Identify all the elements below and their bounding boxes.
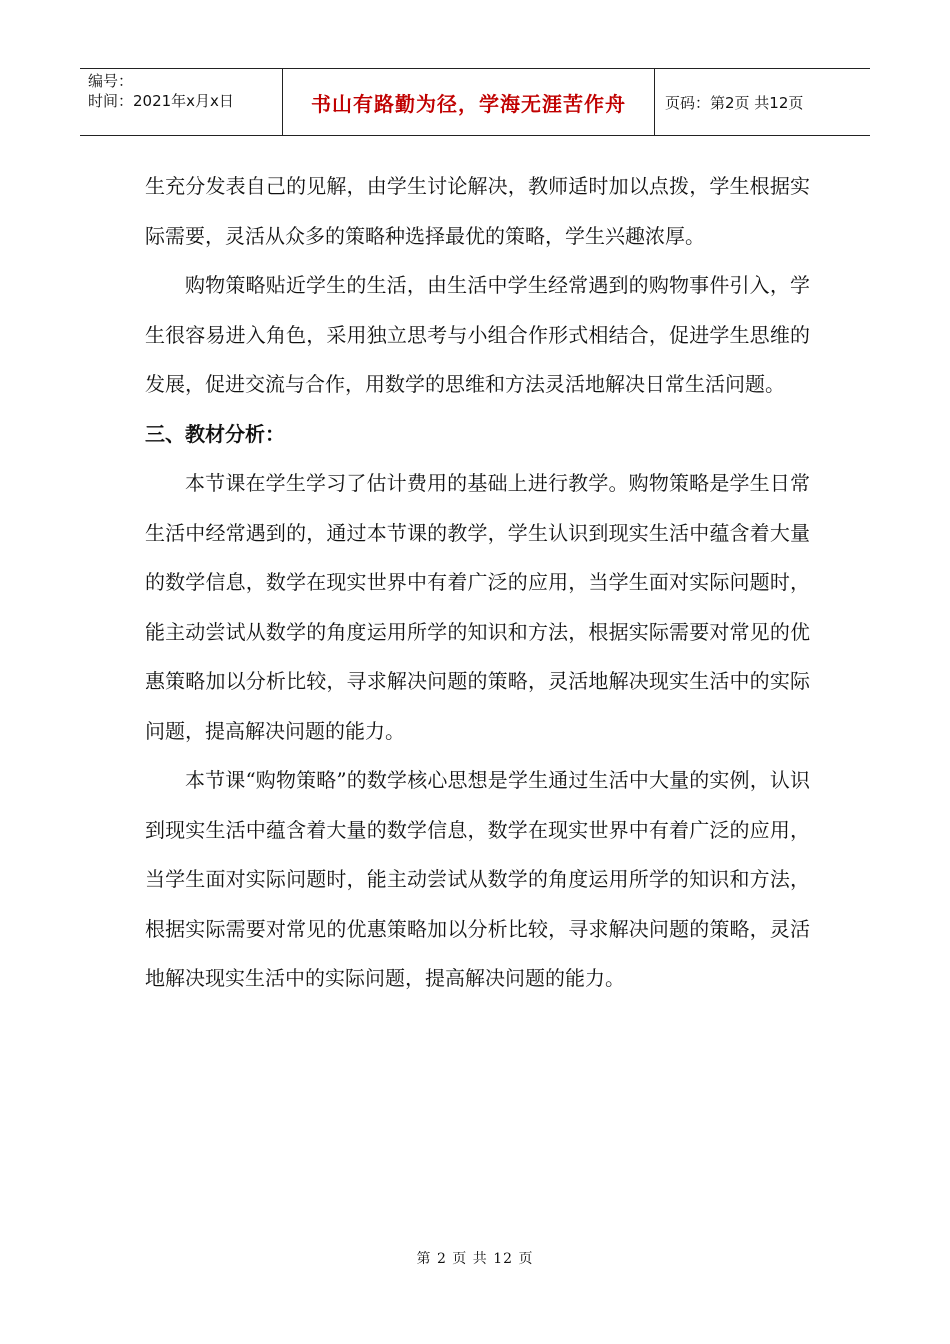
header-motto: 书山有路勤为径，学海无涯苦作舟: [282, 69, 655, 135]
paragraph-3: 本节课在学生学习了估计费用的基础上进行教学。购物策略是学生日常生活中经常遇到的，通过本节课的教学，学生认识到现实生活中蕴含着大量的数学信息，数学在现实世界中有着广泛的应用，当学生面对实际问题时，能主动尝试从数学的角度运用所学的知识和方法，根据实际需要对常见的优惠策略加以分析比较，寻求解决问题的策略，灵活地解决现实生活中的实际问题，提高解决问题的能力。: [145, 471, 810, 743]
document-body: [145, 162, 810, 1004]
page-header: [80, 68, 870, 136]
section-heading: 三、教材分析：: [145, 421, 285, 446]
time-label: 时间：2021年x月x日: [88, 92, 234, 110]
paragraph-2: 购物策略贴近学生的生活，由生活中学生经常遇到的购物事件引入，学生很容易进入角色，采用独立思考与小组合作形式相结合，促进学生思维的发展，促进交流与合作，用数学的思维和方法灵活地解决日常生活问题。: [145, 273, 810, 396]
number-label: 编号：: [88, 72, 134, 90]
paragraph-1: 生充分发表自己的见解，由学生讨论解决，教师适时加以点拨，学生根据实际需要，灵活从众多的策略种选择最优的策略，学生兴趣浓厚。: [145, 174, 810, 248]
header-meta: [80, 69, 282, 135]
header-page-info: 页码：第2页 共12页: [665, 93, 804, 112]
page-footer: 第 2 页 共 12 页: [416, 1251, 534, 1267]
paragraph-4: 本节课“购物策略”的数学核心思想是学生通过生活中大量的实例，认识到现实生活中蕴含着大量的数学信息，数学在现实世界中有着广泛的应用，当学生面对实际问题时，能主动尝试从数学的角度运用所学的知识和方法，根据实际需要对常见的优惠策略加以分析比较，寻求解决问题的策略，灵活地解决现实生活中的实际问题，提高解决问题的能力。: [145, 768, 810, 990]
